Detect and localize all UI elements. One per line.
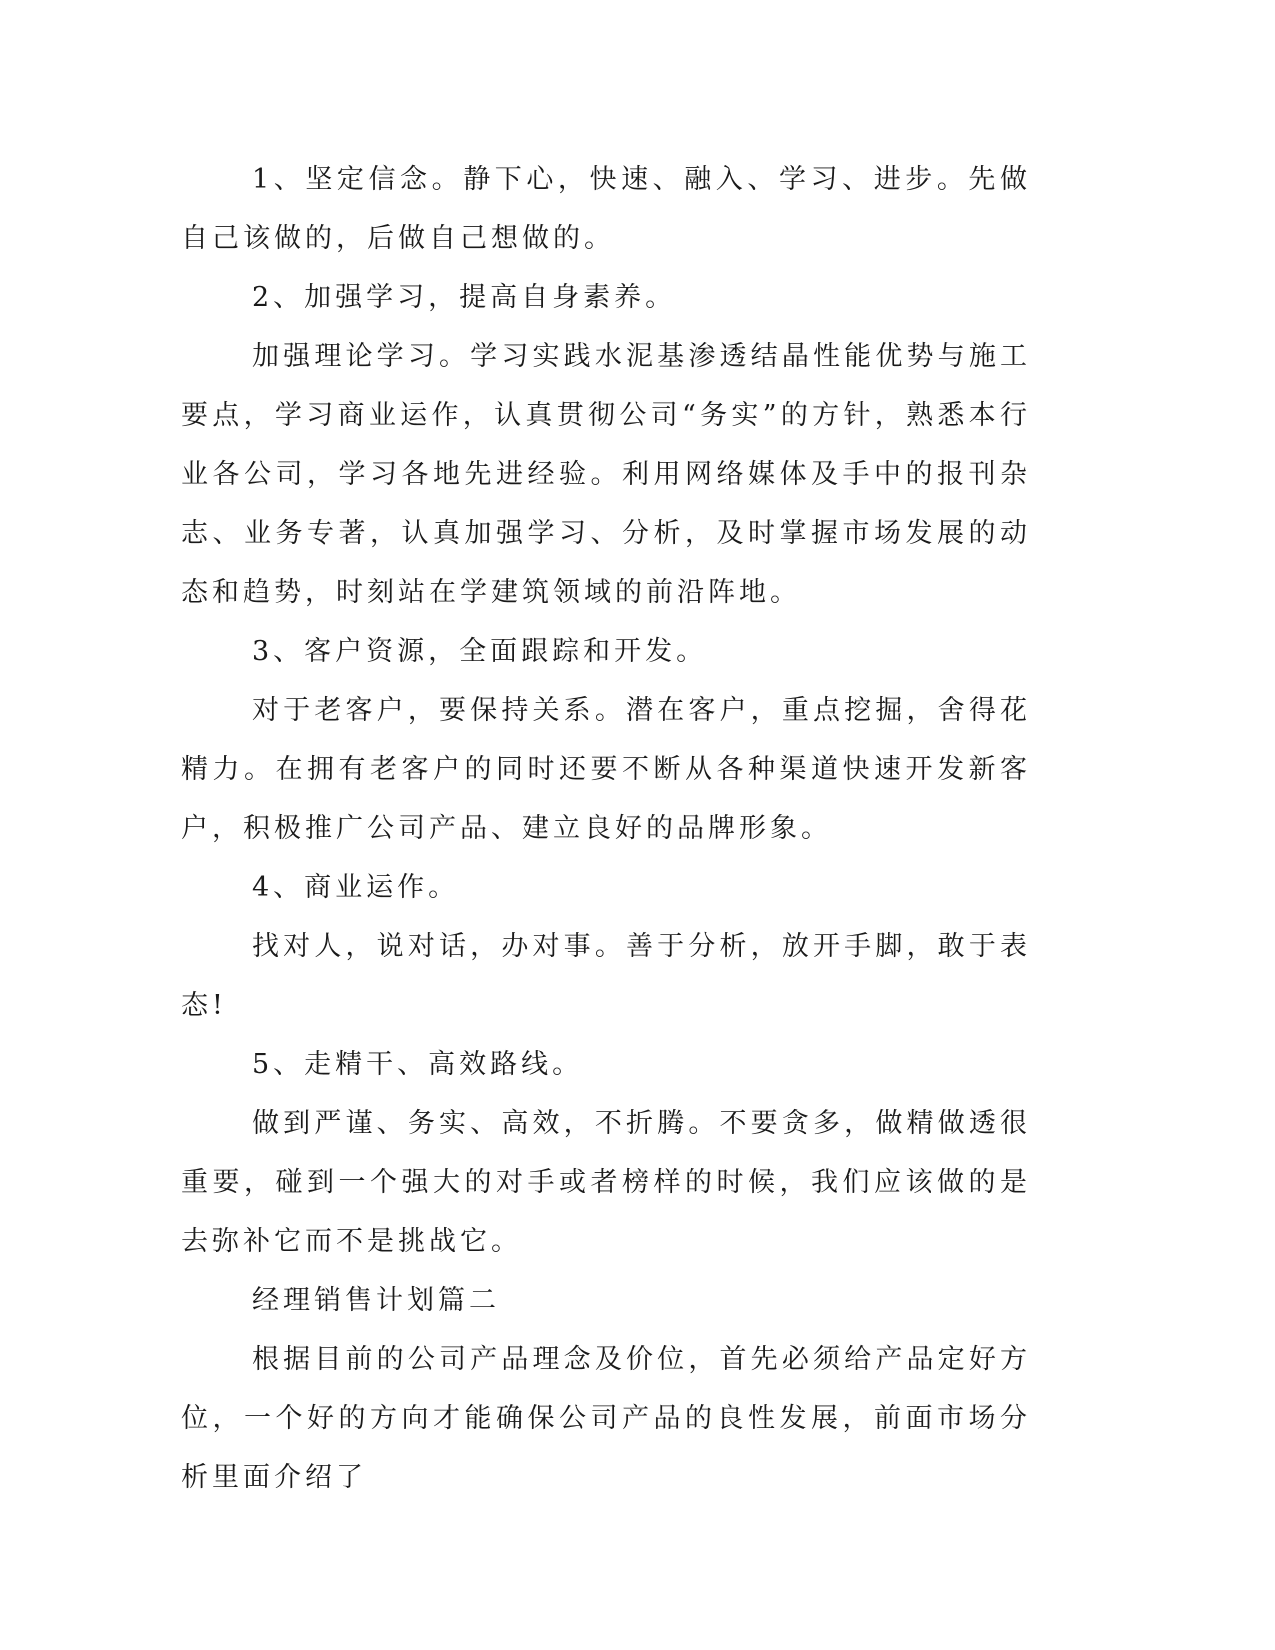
section-heading: 经理销售计划篇二 (252, 1285, 500, 1316)
paragraph-9: 做到严谨、务实、高效，不折腾。不要贪多，做精做透很重要，碰到一个强大的对手或者榜样的时候，我们应该做的是去弥补它而不是挑战它。 (181, 1108, 1031, 1257)
paragraph-11: 根据目前的公司产品理念及价位，首先必须给产品定好方位，一个好的方向才能确保公司产品的良性发展，前面市场分析里面介绍了 (181, 1344, 1031, 1493)
paragraph-6: 4、商业运作。 (252, 872, 460, 903)
paragraph-7: 找对人，说对话，办对事。善于分析，放开手脚，敢于表态! (181, 931, 1031, 1021)
paragraph-8: 5、走精干、高效路线。 (252, 1049, 584, 1080)
paragraph-5: 对于老客户，要保持关系。潜在客户，重点挖掘，舍得花精力。在拥有老客户的同时还要不断从各种渠道快速开发新客户，积极推广公司产品、建立良好的品牌形象。 (181, 695, 1031, 844)
document-page (181, 150, 1031, 1507)
paragraph-2: 2、加强学习，提高自身素养。 (252, 282, 677, 313)
paragraph-3: 加强理论学习。学习实践水泥基渗透结晶性能优势与施工要点，学习商业运作，认真贯彻公司“务实”的方针，熟悉本行业各公司，学习各地先进经验。利用网络媒体及手中的报刊杂志、业务专著，认真加强学习、分析，及时掌握市场发展的动态和趋势，时刻站在学建筑领域的前沿阵地。 (181, 341, 1031, 608)
paragraph-4: 3、客户资源，全面跟踪和开发。 (252, 636, 708, 667)
paragraph-1: 1、坚定信念。静下心，快速、融入、学习、进步。先做自己该做的，后做自己想做的。 (181, 164, 1031, 254)
